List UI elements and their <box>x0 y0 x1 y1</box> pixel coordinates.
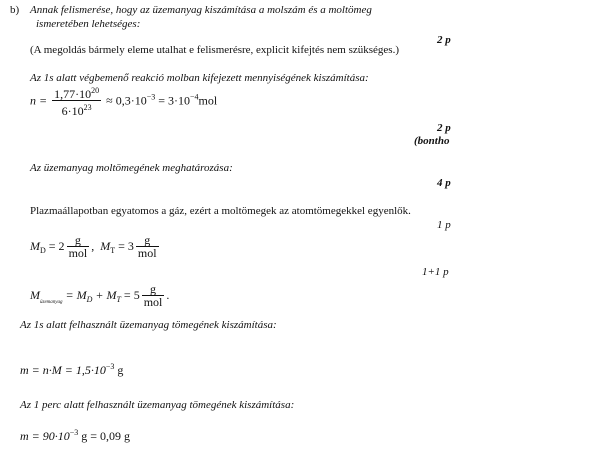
reaction-fraction <box>52 85 101 118</box>
md-eq: = 2 <box>48 238 65 253</box>
total-t: T <box>116 294 121 304</box>
frac-num-exp: 20 <box>91 86 100 95</box>
mass-1s-expr: m = n·M = 1,5·10 <box>20 363 106 377</box>
result-exp1: −3 <box>146 92 156 102</box>
md-unit: $\frac{g}{\text{mol}}$ <box>68 233 88 260</box>
mass-1s-unit: g <box>117 363 124 377</box>
result-exp2: −4 <box>189 92 199 102</box>
frac-den: 6·10 <box>61 104 84 118</box>
plasma-points: 1 p <box>437 219 451 231</box>
intro-line-1: Annak felismerése, hogy az üzemanyag kiszámítása a molszám és a moltömeg <box>30 4 372 16</box>
frac-den-exp: 23 <box>83 103 92 112</box>
mass-1min-expr: m = 90·10 <box>20 429 70 443</box>
total-eq: = M <box>65 287 87 302</box>
mass-1min-tail: g = 0,09 g <box>81 429 131 443</box>
result-pre: ≈ 0,3·10 <box>106 93 147 108</box>
molar-heading: Az üzemanyag moltömegének meghatározása: <box>30 162 233 174</box>
reaction-formula <box>30 85 217 118</box>
n-lhs: n = <box>30 93 48 108</box>
mass-1s-heading: Az 1s alatt felhasznált üzemanyag tömegének kiszámítása: <box>20 319 277 331</box>
section-label: b) <box>10 4 20 16</box>
reaction-points: 2 p <box>437 122 451 134</box>
result-mid: = 3·10 <box>158 93 190 108</box>
mass-1s-exp: −3 <box>105 362 115 371</box>
total-val: = 5 <box>123 287 140 302</box>
md-symbol: M <box>30 238 40 253</box>
reaction-points-note: (bontho <box>414 135 450 147</box>
total-plus: + M <box>95 287 117 302</box>
mt-unit: $\frac{g}{\text{mol}}$ <box>137 233 157 260</box>
total-d: D <box>86 294 93 304</box>
mass-1min-exp: −3 <box>69 428 79 437</box>
molar-points: 4 p <box>437 177 451 189</box>
mass-1min-formula <box>20 428 130 444</box>
intro-line-2: ismeretében lehetséges: <box>36 18 141 30</box>
result-unit: mol <box>198 93 218 108</box>
md-mt-formula: $M_D = 2$ $\frac{g}{\text{mol}}$ , $M_T = 3$ $\frac{g}{\text{mol}}$ <box>30 233 157 260</box>
intro-points: 2 p <box>437 34 451 46</box>
total-mass-formula: $M_{üzemanyag} = M_D + M_T = 5$ $\frac{g}{\text{mol}}$ . <box>30 282 170 309</box>
mass-1s-formula <box>20 362 123 378</box>
mass-1min-heading: Az 1 perc alatt felhasznált üzemanyag tömegének kiszámítása: <box>20 399 295 411</box>
mt-eq: = 3 <box>118 238 134 253</box>
plasma-text: Plazmaállapotban egyatomos a gáz, ezért a moltömegek az atomtömegekkel egyenlők. <box>30 205 411 217</box>
reaction-heading: Az 1s alatt végbemenő reakció molban kifejezett mennyiségének kiszámítása: <box>30 72 369 84</box>
md-sub: D <box>40 245 46 255</box>
frac-num: 1,77·10 <box>54 87 92 101</box>
mt-symbol: M <box>100 238 111 253</box>
intro-note: (A megoldás bármely eleme utalhat e felismerésre, explicit kifejtés nem szükséges.) <box>30 44 399 56</box>
total-unit: $\frac{g}{\text{mol}}$ <box>143 282 163 309</box>
md-mt-points: 1+1 p <box>422 266 449 278</box>
total-symbol: M <box>30 287 40 302</box>
total-sub: üzemanyag <box>40 299 63 305</box>
mt-sub: T <box>110 245 116 255</box>
